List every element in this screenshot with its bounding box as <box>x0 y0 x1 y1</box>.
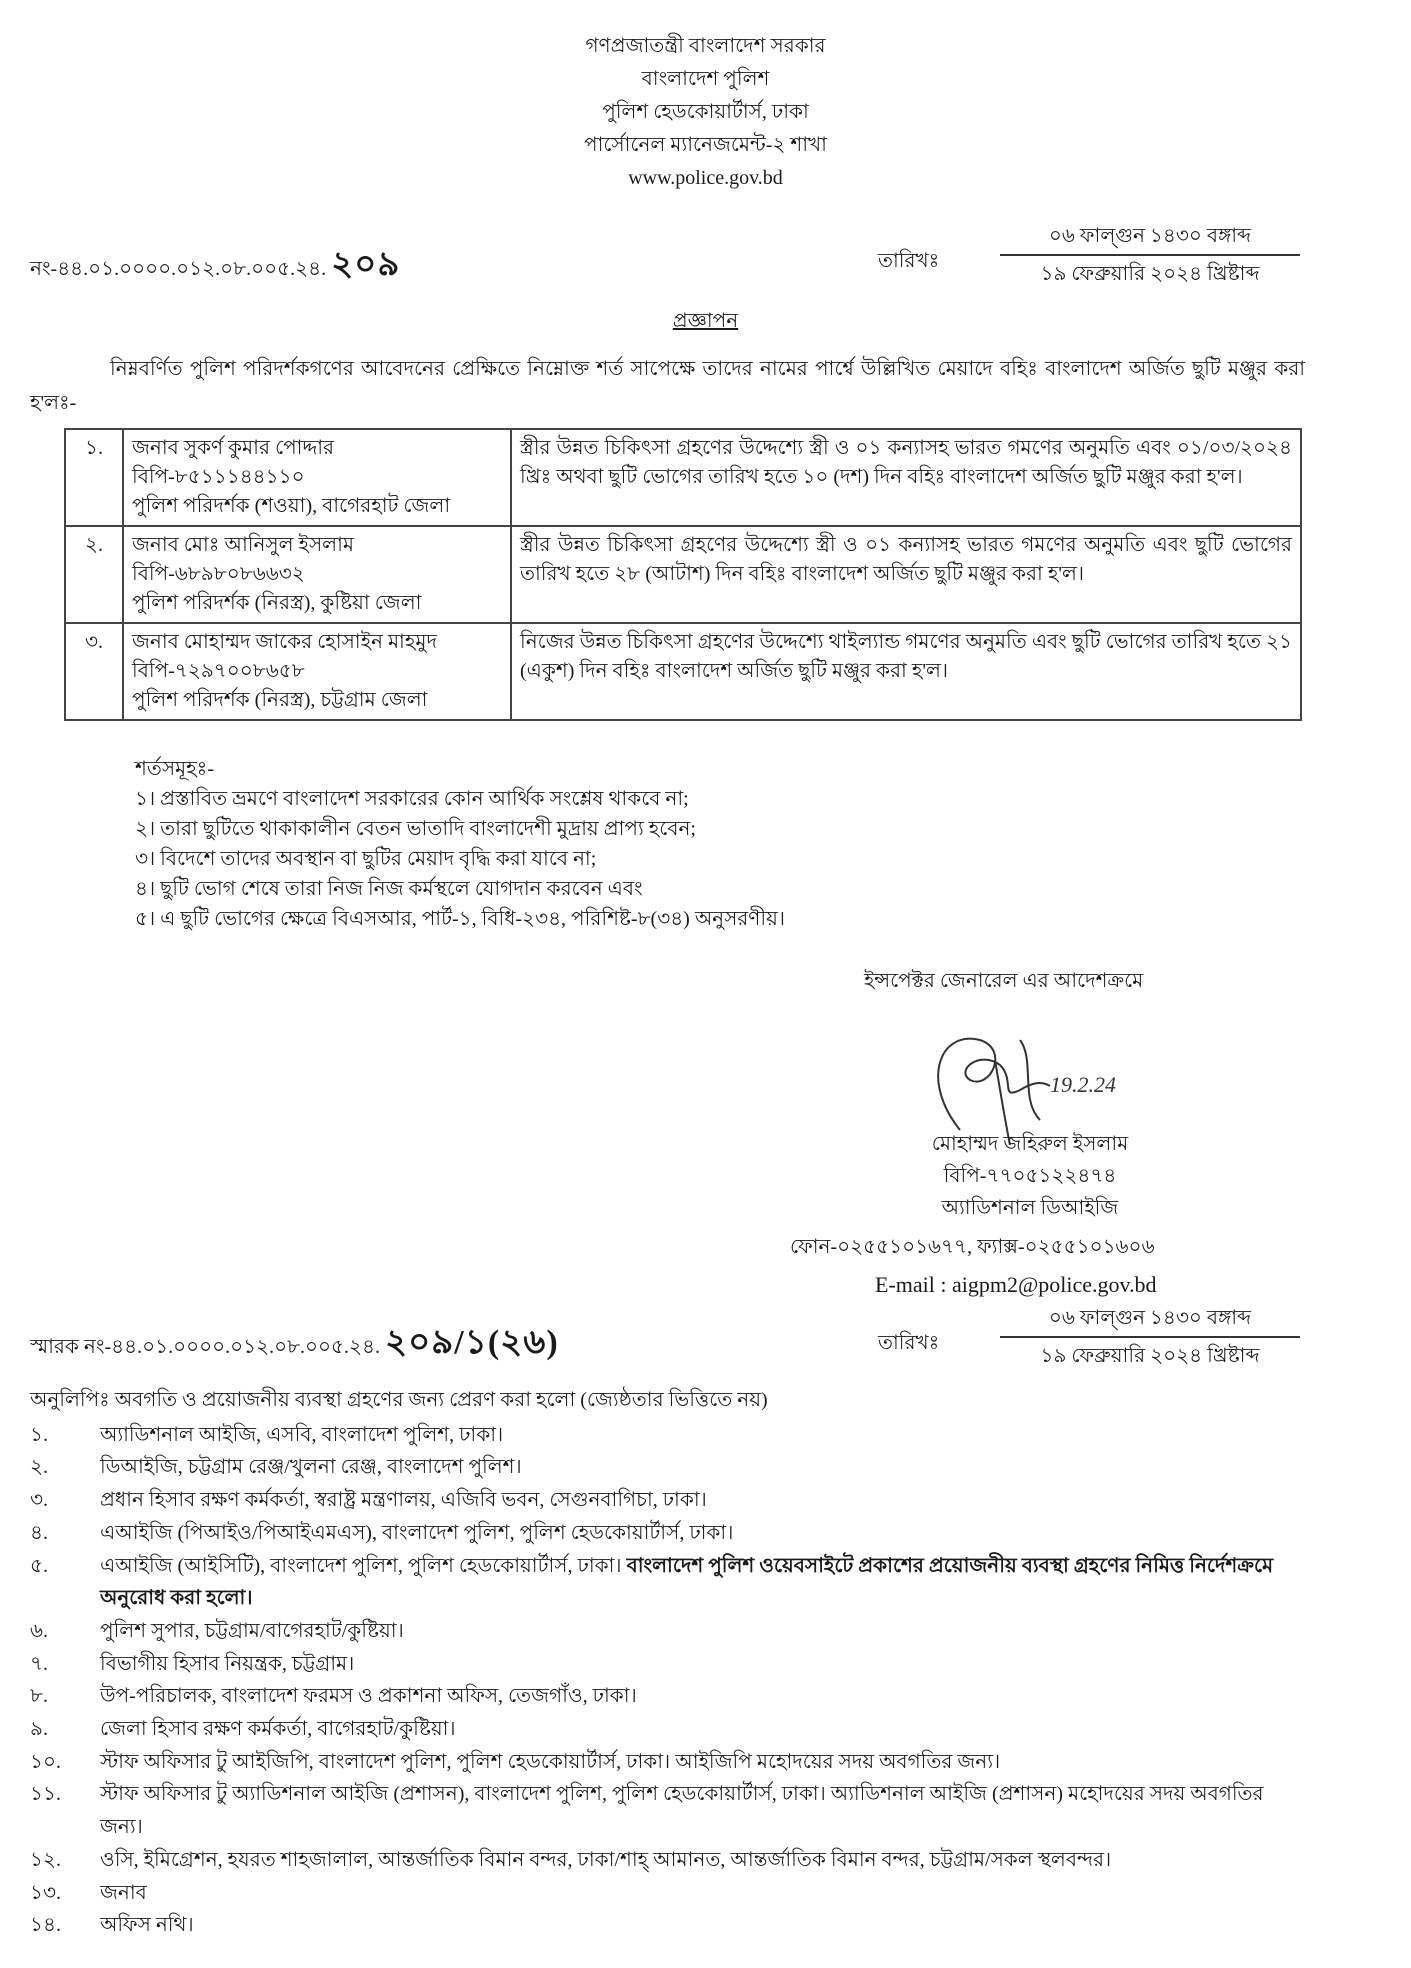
conditions <box>135 754 785 934</box>
officer-cell <box>123 623 511 720</box>
copy-text: উপ-পরিচালক, বাংলাদেশ ফরমস ও প্রকাশনা অফিস, তেজগাঁও, ঢাকা। <box>100 1685 637 1708</box>
memo2-date-label: তারিখঃ <box>878 1332 940 1354</box>
copy-text-wrap <box>100 1680 637 1713</box>
copy-number: ১০. <box>30 1750 61 1773</box>
copy-text-wrap <box>100 1713 456 1746</box>
copy-number: ৫. <box>30 1554 48 1577</box>
copy-text-wrap <box>100 1648 354 1681</box>
copy-recipient-item <box>30 1517 1310 1550</box>
copy-recipient-item <box>30 1844 1310 1877</box>
date-bangla: ০৬ ফাল্গুন ১৪৩০ বঙ্গাব্দ <box>1000 224 1300 256</box>
copy-recipient-item <box>30 1419 1310 1452</box>
copy-text: প্রধান হিসাব রক্ষণ কর্মকর্তা, স্বরাষ্ট্র মন্ত্রণালয়, এজিবি ভবন, সেগুনবাগিচা, ঢাকা। <box>100 1489 707 1512</box>
letterhead <box>0 30 1411 195</box>
copy-text-wrap <box>100 1909 194 1942</box>
copy-bold-text: বাংলাদেশ পুলিশ ওয়েবসাইটে প্রকাশের প্রয়োজনীয় ব্যবস্থা গ্রহণের নিমিত্ত নির্দেশক্রমে অনুরোধ করা হলো। <box>100 1554 1274 1610</box>
copy-number: ৮. <box>30 1685 48 1708</box>
officer-post: পুলিশ পরিদর্শক (শওয়া), বাগেরহাট জেলা <box>132 495 451 517</box>
copy-text-wrap <box>100 1877 147 1910</box>
copy-text: ডিআইজি, চট্টগ্রাম রেঞ্জ/খুলনা রেঞ্জ, বাংলাদেশ পুলিশ। <box>100 1456 522 1479</box>
copies-list <box>30 1384 1310 1942</box>
memo2-handwritten-number: ২০৯/১(২৬) <box>385 1324 559 1361</box>
memo2-date-bangla: ০৬ ফাল্গুন ১৪৩০ বঙ্গাব্দ <box>1000 1306 1300 1338</box>
copies-heading: অনুলিপিঃ অবগতি ও প্রয়োজনীয় ব্যবস্থা গ্রহণের জন্য প্রেরণ করা হলো (জ্যেষ্ঠতার ভিত্তিতে নয়) <box>30 1389 768 1411</box>
condition-item: ৩। বিদেশে তাদের অবস্থান বা ছুটির মেয়াদ বৃদ্ধি করা যাবে না; <box>135 848 597 870</box>
title-wrap <box>0 306 1411 339</box>
memo2-number-line <box>30 1316 559 1373</box>
leave-details: স্ত্রীর উন্নত চিকিৎসা গ্রহণের উদ্দেশ্যে স্ত্রী ও ০১ কন্যাসহ ভারত গমণের অনুমতি এবং ০১/০৩/২০২৪ খ্রিঃ অথবা ছুটি ভোগের তারিখ হতে ১০ (দশ) দিন বহিঃ বাংলাদেশ অর্জিত ছুটি মঞ্জুর করা হ'ল। <box>511 429 1301 526</box>
copy-text-wrap <box>100 1844 1111 1877</box>
memo-handwritten-number: ২০৯ <box>331 246 401 283</box>
letterhead-line-headquarters: পুলিশ হেডকোয়ার্টার্স, ঢাকা <box>602 101 809 123</box>
copy-text: বিভাগীয় হিসাব নিয়ন্ত্রক, চট্টগ্রাম। <box>100 1652 355 1675</box>
copy-text: অফিস নথি। <box>100 1914 194 1937</box>
date-label: তারিখঃ <box>878 250 940 272</box>
signatory-block <box>850 1128 1210 1224</box>
memo2-date-gregorian: ১৯ ফেব্রুয়ারি ২০২৪ খ্রিষ্টাব্দ <box>1040 1345 1260 1367</box>
copy-number: ১৪. <box>30 1914 61 1937</box>
memo-number: নং-৪৪.০১.০০০০.০১২.০৮.০০৫.২৪. <box>30 258 327 280</box>
officer-bp: বিপি-৮৫১১১৪৪১১০ <box>132 466 305 488</box>
copy-number: ৬. <box>30 1619 49 1642</box>
copy-text: পুলিশ সুপার, চট্টগ্রাম/বাগেরহাট/কুষ্টিয়া। <box>100 1619 404 1642</box>
copy-recipient-item <box>30 1648 1310 1681</box>
memo2-date <box>1000 1306 1300 1368</box>
copy-number: ১১. <box>30 1783 61 1806</box>
letterhead-line-police: বাংলাদেশ পুলিশ <box>641 68 770 90</box>
row-number: ১. <box>65 429 123 526</box>
copy-text-wrap <box>100 1746 1000 1779</box>
memo-date <box>1000 224 1300 286</box>
leave-table <box>64 428 1302 721</box>
copy-text-wrap <box>100 1451 522 1484</box>
copy-number: ২. <box>30 1456 49 1479</box>
officer-name: জনাব সুকর্ণ কুমার পোদ্দার <box>132 437 335 459</box>
conditions-heading: শর্তসমূহঃ- <box>135 758 214 780</box>
copy-recipient-item <box>30 1778 1310 1843</box>
copy-text-wrap <box>100 1484 707 1517</box>
copy-text: জেলা হিসাব রক্ষণ কর্মকর্তা, বাগেরহাট/কুষ্টিয়া। <box>100 1718 456 1741</box>
date-gregorian: ১৯ ফেব্রুয়ারি ২০২৪ খ্রিষ্টাব্দ <box>1040 263 1260 285</box>
signatory-email[interactable]: E-mail : aigpm2@police.gov.bd <box>875 1272 1157 1297</box>
condition-item: ১। প্রস্তাবিত ভ্রমণে বাংলাদেশ সরকারের কোন আর্থিক সংশ্লেষ থাকবে না; <box>135 788 689 810</box>
leave-details: নিজের উন্নত চিকিৎসা গ্রহণের উদ্দেশ্যে থাইল্যান্ড গমণের অনুমতি এবং ছুটি ভোগের তারিখ হতে ২১ (একুশ) দিন বহিঃ বাংলাদেশ অর্জিত ছুটি মঞ্জুর করা হ'ল। <box>511 623 1301 720</box>
row-number: ৩. <box>65 623 123 720</box>
letterhead-line-branch: পার্সোনেল ম্যানেজমেন্ট-২ শাখা <box>584 134 827 156</box>
signatory-bp: বিপি-৭৭০৫১২২৪৭৪ <box>943 1165 1117 1187</box>
condition-item: ২। তারা ছুটিতে থাকাকালীন বেতন ভাতাদি বাংলাদেশী মুদ্রায় প্রাপ্য হবেন; <box>135 818 696 840</box>
officer-name: জনাব মোঃ আনিসুল ইসলাম <box>132 534 354 556</box>
copy-number: ৩. <box>30 1489 49 1512</box>
copy-recipient-item <box>30 1746 1310 1779</box>
table-row <box>65 429 1301 526</box>
copy-number: ১২. <box>30 1848 61 1871</box>
order-line: ইন্সপেক্টর জেনারেল এর আদেশক্রমে <box>864 970 1144 992</box>
copy-number: ৪. <box>30 1521 48 1544</box>
officer-post: পুলিশ পরিদর্শক (নিরস্ত্র), চট্টগ্রাম জেলা <box>132 689 428 711</box>
letterhead-website: www.police.gov.bd <box>628 167 783 189</box>
officer-bp: বিপি-৬৮৯৮০৮৬৬৩২ <box>132 563 305 585</box>
copy-recipient-item <box>30 1451 1310 1484</box>
condition-item: ৫। এ ছুটি ভোগের ক্ষেত্রে বিএসআর, পার্ট-১, বিধি-২৩৪, পরিশিষ্ট-৮(৩৪) অনুসরণীয়। <box>135 908 786 930</box>
copy-number: ১. <box>30 1423 48 1446</box>
copy-text-wrap <box>100 1778 1310 1843</box>
copy-text: স্টাফ অফিসার টু অ্যাডিশনাল আইজি (প্রশাসন), বাংলাদেশ পুলিশ, পুলিশ হেডকোয়ার্টার্স, ঢাকা। অ্যাডিশনাল আইজি (প্রশাসন) মহোদয়ের সদয় অবগতির জন্য। <box>100 1783 1264 1839</box>
officer-cell <box>123 429 511 526</box>
copy-text: এআইজি (আইসিটি), বাংলাদেশ পুলিশ, পুলিশ হেডকোয়ার্টার্স, ঢাকা। <box>100 1554 627 1577</box>
copy-text: ওসি, ইমিগ্রেশন, হযরত শাহজালাল, আন্তর্জাতিক বিমান বন্দর, ঢাকা/শাহ্ আমানত, আন্তর্জাতিক বিমান বন্দর, চট্টগ্রাম/সকল স্থলবন্দর। <box>100 1848 1112 1871</box>
copy-number: ৭. <box>30 1652 49 1675</box>
officer-bp: বিপি-৭২৯৭০০৮৬৫৮ <box>132 660 305 682</box>
memo2-number: স্মারক নং-৪৪.০১.০০০০.০১২.০৮.০০৫.২৪. <box>30 1336 381 1358</box>
row-number: ২. <box>65 526 123 623</box>
memo-number-line <box>30 238 400 295</box>
copy-recipient-item <box>30 1713 1310 1746</box>
copy-number: ১৩. <box>30 1881 61 1904</box>
copy-text: স্টাফ অফিসার টু আইজিপি, বাংলাদেশ পুলিশ, পুলিশ হেডকোয়ার্টার্স, ঢাকা। আইজিপি মহোদয়ের সদয় অবগতির জন্য। <box>100 1750 1001 1773</box>
officer-cell <box>123 526 511 623</box>
condition-item: ৪। ছুটি ভোগ শেষে তারা নিজ নিজ কর্মস্থলে যোগদান করবেন এবং <box>135 878 643 900</box>
table-row <box>65 526 1301 623</box>
copy-recipient-item <box>30 1909 1310 1942</box>
copy-text-wrap <box>100 1615 404 1648</box>
copy-recipient-item <box>30 1484 1310 1517</box>
notification-title: প্রজ্ঞাপন <box>672 310 739 332</box>
copy-text-wrap <box>100 1517 733 1550</box>
copy-text: এআইজি (পিআইও/পিআইএমএস), বাংলাদেশ পুলিশ, পুলিশ হেডকোয়ার্টার্স, ঢাকা। <box>100 1521 734 1544</box>
copy-text: অ্যাডিশনাল আইজি, এসবি, বাংলাদেশ পুলিশ, ঢাকা। <box>100 1423 504 1446</box>
table-row <box>65 623 1301 720</box>
letterhead-line-government: গণপ্রজাতন্ত্রী বাংলাদেশ সরকার <box>585 35 826 57</box>
signatory-phone-fax: ফোন-০২৫৫১০১৬৭৭, ফ্যাক্স-০২৫৫১০১৬০৬ <box>790 1236 1155 1258</box>
copy-recipient-item <box>30 1680 1310 1713</box>
officer-name: জনাব মোহাম্মদ জাকের হোসাইন মাহমুদ <box>132 631 437 653</box>
officer-post: পুলিশ পরিদর্শক (নিরস্ত্র), কুষ্টিয়া জেলা <box>132 592 422 614</box>
copy-text-wrap <box>100 1419 503 1452</box>
copy-recipient-item <box>30 1615 1310 1648</box>
copy-text-wrap <box>100 1550 1310 1615</box>
signatory-name: মোহাম্মদ জহিরুল ইসলাম <box>931 1133 1129 1155</box>
leave-details: স্ত্রীর উন্নত চিকিৎসা গ্রহণের উদ্দেশ্যে স্ত্রী ও ০১ কন্যাসহ ভারত গমণের অনুমতি এবং ছুটি ভোগের তারিখ হতে ২৮ (আটাশ) দিন বহিঃ বাংলাদেশ অর্জিত ছুটি মঞ্জুর করা হ'ল। <box>511 526 1301 623</box>
copy-number: ৯. <box>30 1718 48 1741</box>
copy-text: জনাব <box>100 1881 147 1904</box>
copy-recipient-item <box>30 1550 1310 1615</box>
signatory-designation: অ্যাডিশনাল ডিআইজি <box>941 1197 1119 1219</box>
intro-paragraph: নিম্নবর্ণিত পুলিশ পরিদর্শকগণের আবেদনের প্রেক্ষিতে নিম্নোক্ত শর্ত সাপেক্ষে তাদের নামের পার্শ্বে উল্লিখিত মেয়াদে বহিঃ বাংলাদেশ অর্জিত ছুটি মঞ্জুর করা হ'লঃ- <box>30 358 1305 414</box>
copy-recipient-item <box>30 1877 1310 1910</box>
signature-date-scribble: 19.2.24 <box>1050 1072 1116 1097</box>
